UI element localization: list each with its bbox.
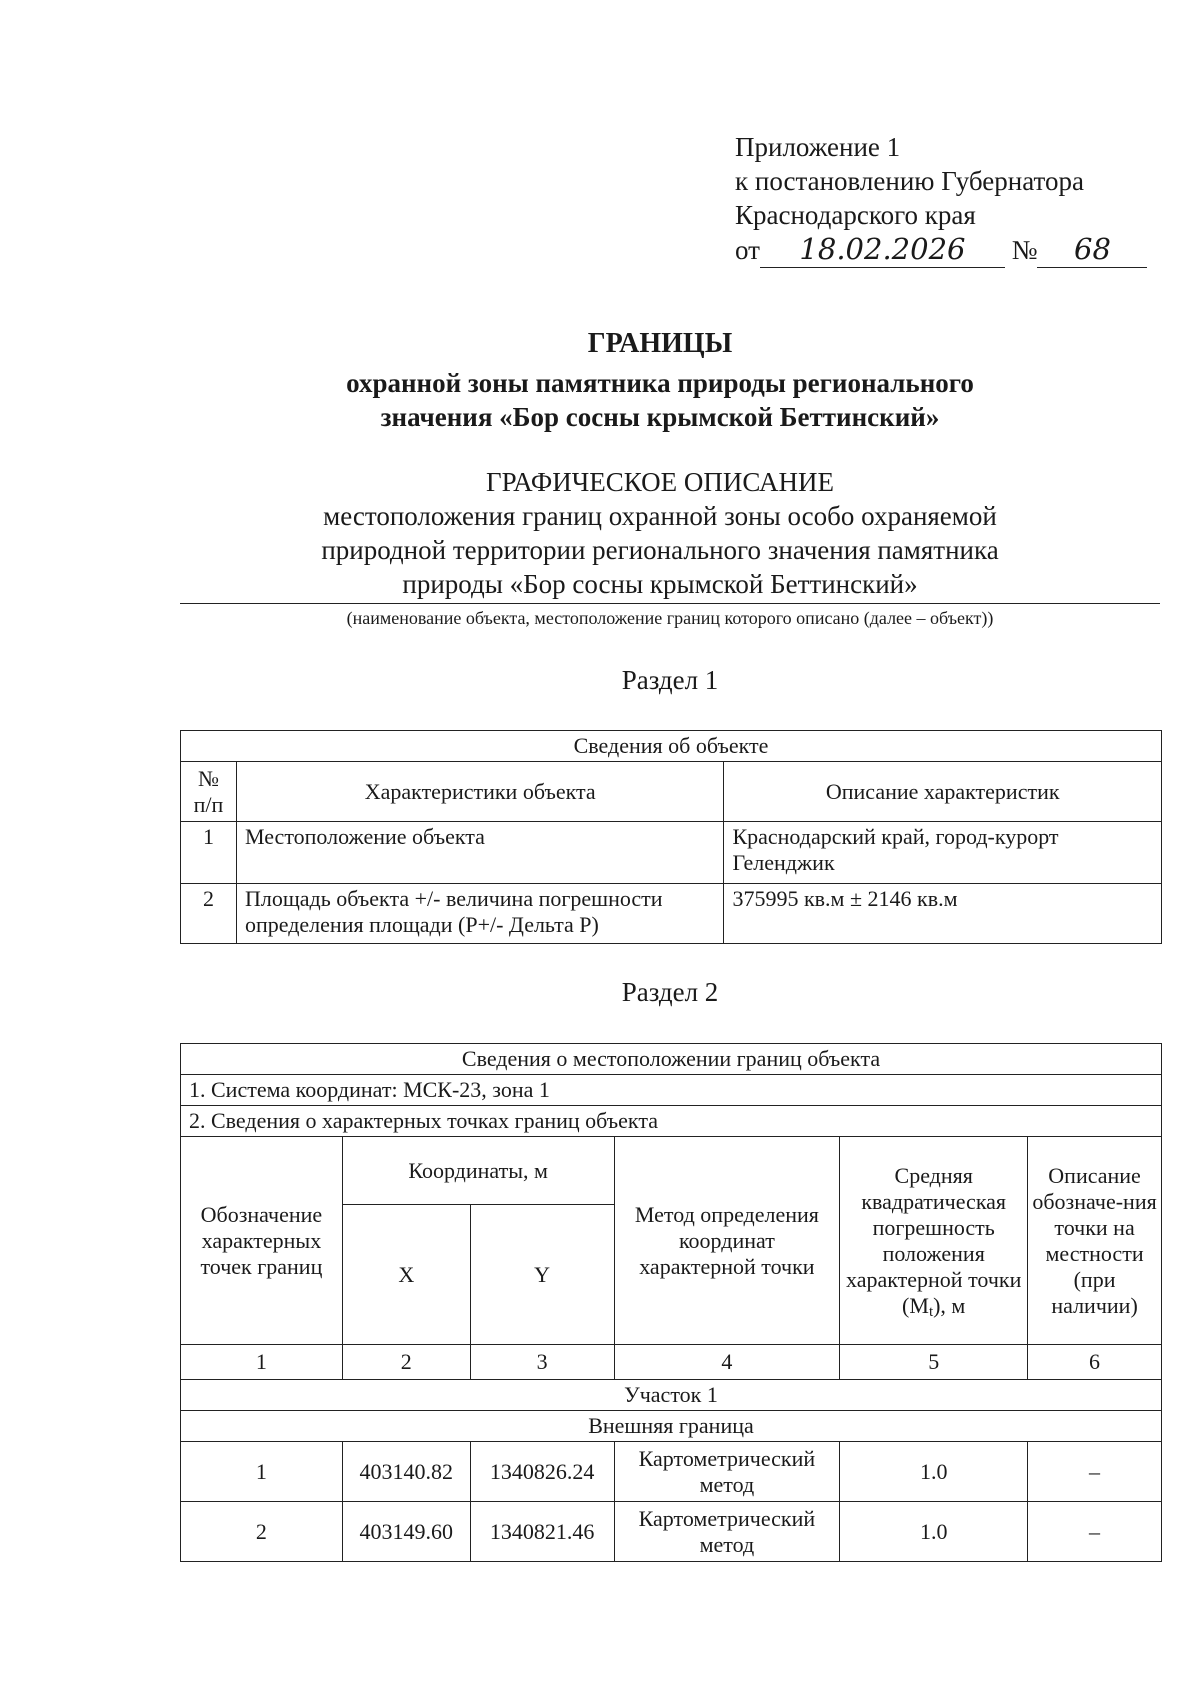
graphic-heading: ГРАФИЧЕСКОЕ ОПИСАНИЕ [485,467,835,497]
header-description: Описание характеристик [724,762,1162,822]
point-error: 1.0 [840,1442,1028,1502]
handwritten-number: 68 [1074,232,1111,266]
table-row [181,1502,1162,1562]
header-error-subscript: t [928,1303,934,1320]
subtitle-line-2: значения «Бор сосны крымской Беттинский» [380,402,940,432]
col-number: 2 [342,1345,470,1380]
table-row [181,822,1162,884]
header-designation: Обозначение характерных точек границ [181,1137,343,1345]
point-description: – [1028,1502,1162,1562]
header-error [840,1137,1028,1345]
header-error-text: Средняя квадратическая погрешность положения характерной точки (M [846,1162,1022,1318]
caption-divider [180,603,1160,604]
handwritten-date: 18.02.2026 [799,232,966,266]
header-num: № п/п [181,762,237,822]
header-characteristics: Характеристики объекта [236,762,723,822]
col-number: 1 [181,1345,343,1380]
col-number: 5 [840,1345,1028,1380]
object-info-table [180,730,1162,944]
boundary-table-title: Сведения о местоположении границ объекта [181,1044,1162,1075]
description-line-3: природы «Бор сосны крымской Беттинский» [402,569,918,599]
caption-text: (наименование объекта, местоположение границ которого описано (далее – объект)) [346,608,994,628]
table-row [181,1442,1162,1502]
object-table-title: Сведения об объекте [181,731,1162,762]
plot-label: Участок 1 [181,1380,1162,1411]
point-method: Картометрический метод [614,1502,840,1562]
header-y: Y [470,1205,614,1345]
date-field [760,232,1005,268]
appendix-line-2: к постановлению Губернатора [735,166,1084,196]
header-coordinates: Координаты, м [342,1137,614,1205]
document-subtitle [180,366,1140,434]
header-error-unit: ), м [933,1292,966,1318]
coordinate-system: 1. Система координат: МСК-23, зона 1 [181,1075,1162,1106]
row-description: Краснодарский край, город-курорт Геленджик [724,822,1162,884]
point-y: 1340826.24 [470,1442,614,1502]
document-title: ГРАНИЦЫ [587,328,733,359]
boundary-label: Внешняя граница [181,1411,1162,1442]
row-characteristic: Площадь объекта +/- величина погрешности определения площади (P+/- Дельта P) [236,884,723,944]
point-method: Картометрический метод [614,1442,840,1502]
appendix-date-line [735,232,1147,268]
section-2-title: Раздел 2 [621,977,719,1007]
boundary-points-table [180,1043,1162,1562]
number-field [1037,232,1147,268]
number-prefix: № [1011,235,1038,265]
points-info: 2. Сведения о характерных точках границ объекта [181,1106,1162,1137]
description-line-1: местоположения границ охранной зоны особо охраняемой [323,501,997,531]
column-numbers-row [181,1345,1162,1380]
point-error: 1.0 [840,1502,1028,1562]
header-x: X [342,1205,470,1345]
row-description: 375995 кв.м ± 2146 кв.м [724,884,1162,944]
section-1-title: Раздел 1 [621,665,719,695]
subtitle-line-1: охранной зоны памятника природы регионального [346,368,974,398]
graphic-description [180,465,1140,601]
row-num: 1 [181,822,237,884]
point-description: – [1028,1442,1162,1502]
point-x: 403140.82 [342,1442,470,1502]
row-characteristic: Местоположение объекта [236,822,723,884]
point-number: 2 [181,1502,343,1562]
appendix-line-1: Приложение 1 [735,132,901,162]
header-place-description: Описание обозначе-ния точки на местности (при наличии) [1028,1137,1162,1345]
appendix-block [735,130,1147,268]
col-number: 4 [614,1345,840,1380]
table-row [181,884,1162,944]
col-number: 6 [1028,1345,1162,1380]
col-number: 3 [470,1345,614,1380]
header-method: Метод определения координат характерной точки [614,1137,840,1345]
row-num: 2 [181,884,237,944]
appendix-line-3: Краснодарского края [735,200,976,230]
point-x: 403149.60 [342,1502,470,1562]
point-y: 1340821.46 [470,1502,614,1562]
point-number: 1 [181,1442,343,1502]
description-line-2: природной территории регионального значения памятника [321,535,999,565]
date-prefix: от [735,235,760,265]
